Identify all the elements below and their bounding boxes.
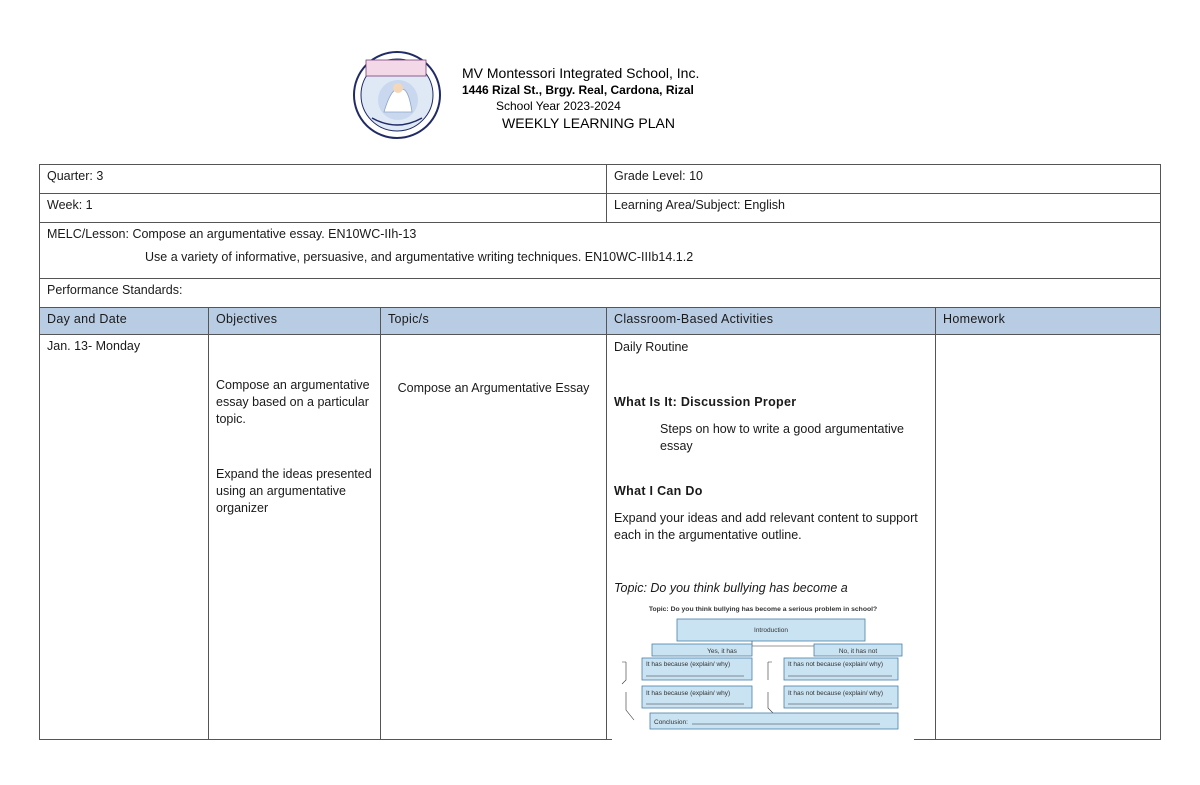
yes-box (652, 644, 752, 656)
yes-reason-2: It has because (explain/ why) (646, 690, 731, 697)
table-row (40, 335, 1161, 740)
day-date: Jan. 13- Monday (47, 339, 141, 353)
school-logo (352, 50, 442, 140)
daily-routine: Daily Routine (614, 340, 689, 354)
objectives-cell (209, 335, 381, 740)
school-address: 1446 Rizal St., Brgy. Real, Cardona, Rizal (462, 83, 694, 97)
melc-cell (40, 223, 1161, 279)
intro-label: Introduction (754, 627, 788, 634)
topic-text: Compose an Argumentative Essay (397, 381, 590, 395)
what-is-it-body: Steps on how to write a good argumentative essay (660, 422, 904, 453)
col-header-day-date: Day and Date (40, 308, 209, 335)
week-cell: Week: 1 (40, 194, 607, 223)
table-row (40, 279, 1161, 308)
organizer-title: Topic: Do you think bullying has become a serious problem in school? (648, 606, 878, 613)
performance-standards-cell: Performance Standards: (40, 279, 1161, 308)
what-is-it-heading: What Is It: Discussion Proper (614, 395, 797, 409)
topic-prompt: Topic: Do you think bullying has become a (614, 581, 848, 595)
col-header-homework: Homework (936, 308, 1161, 335)
what-i-can-do-body: Expand your ideas and add relevant content to support each in the argumentative outline. (614, 511, 918, 542)
topic-cell (381, 335, 607, 740)
weekly-plan-table (39, 164, 1161, 740)
no-reason-2: It has not because (explain/ why) (788, 690, 884, 697)
col-header-activities: Classroom-Based Activities (607, 308, 936, 335)
column-header-row (40, 308, 1161, 335)
col-header-objectives: Objectives (209, 308, 381, 335)
plan-title: WEEKLY LEARNING PLAN (502, 115, 675, 131)
conclusion-label: Conclusion: (654, 719, 688, 726)
day-date-cell (40, 335, 209, 740)
table-row (40, 223, 1161, 279)
learning-area-cell: Learning Area/Subject: English (607, 194, 1161, 223)
yes-reason-1: It has because (explain/ why) (646, 661, 731, 668)
quarter-cell: Quarter: 3 (40, 165, 607, 194)
grade-level-cell: Grade Level: 10 (607, 165, 1161, 194)
yes-label: Yes, it has (707, 648, 737, 655)
melc-line-1: MELC/Lesson: Compose an argumentative essay. EN10WC-IIh-13 (47, 227, 417, 241)
school-name: MV Montessori Integrated School, Inc. (462, 65, 700, 81)
objective-2: Expand the ideas presented using an argumentative organizer (216, 467, 372, 515)
school-year: School Year 2023-2024 (496, 99, 621, 113)
homework-cell (936, 335, 1161, 740)
argumentative-organizer (612, 600, 914, 740)
no-reason-1: It has not because (explain/ why) (788, 661, 884, 668)
what-i-can-do-heading: What I Can Do (614, 484, 703, 498)
objective-1: Compose an argumentative essay based on a particular topic. (216, 378, 370, 426)
table-row (40, 165, 1161, 194)
no-label: No, it has not (838, 648, 878, 655)
table-row (40, 194, 1161, 223)
col-header-topics: Topic/s (381, 308, 607, 335)
melc-line-2: Use a variety of informative, persuasive, and argumentative writing techniques. EN10WC-IIIb14.1.2 (145, 250, 694, 264)
